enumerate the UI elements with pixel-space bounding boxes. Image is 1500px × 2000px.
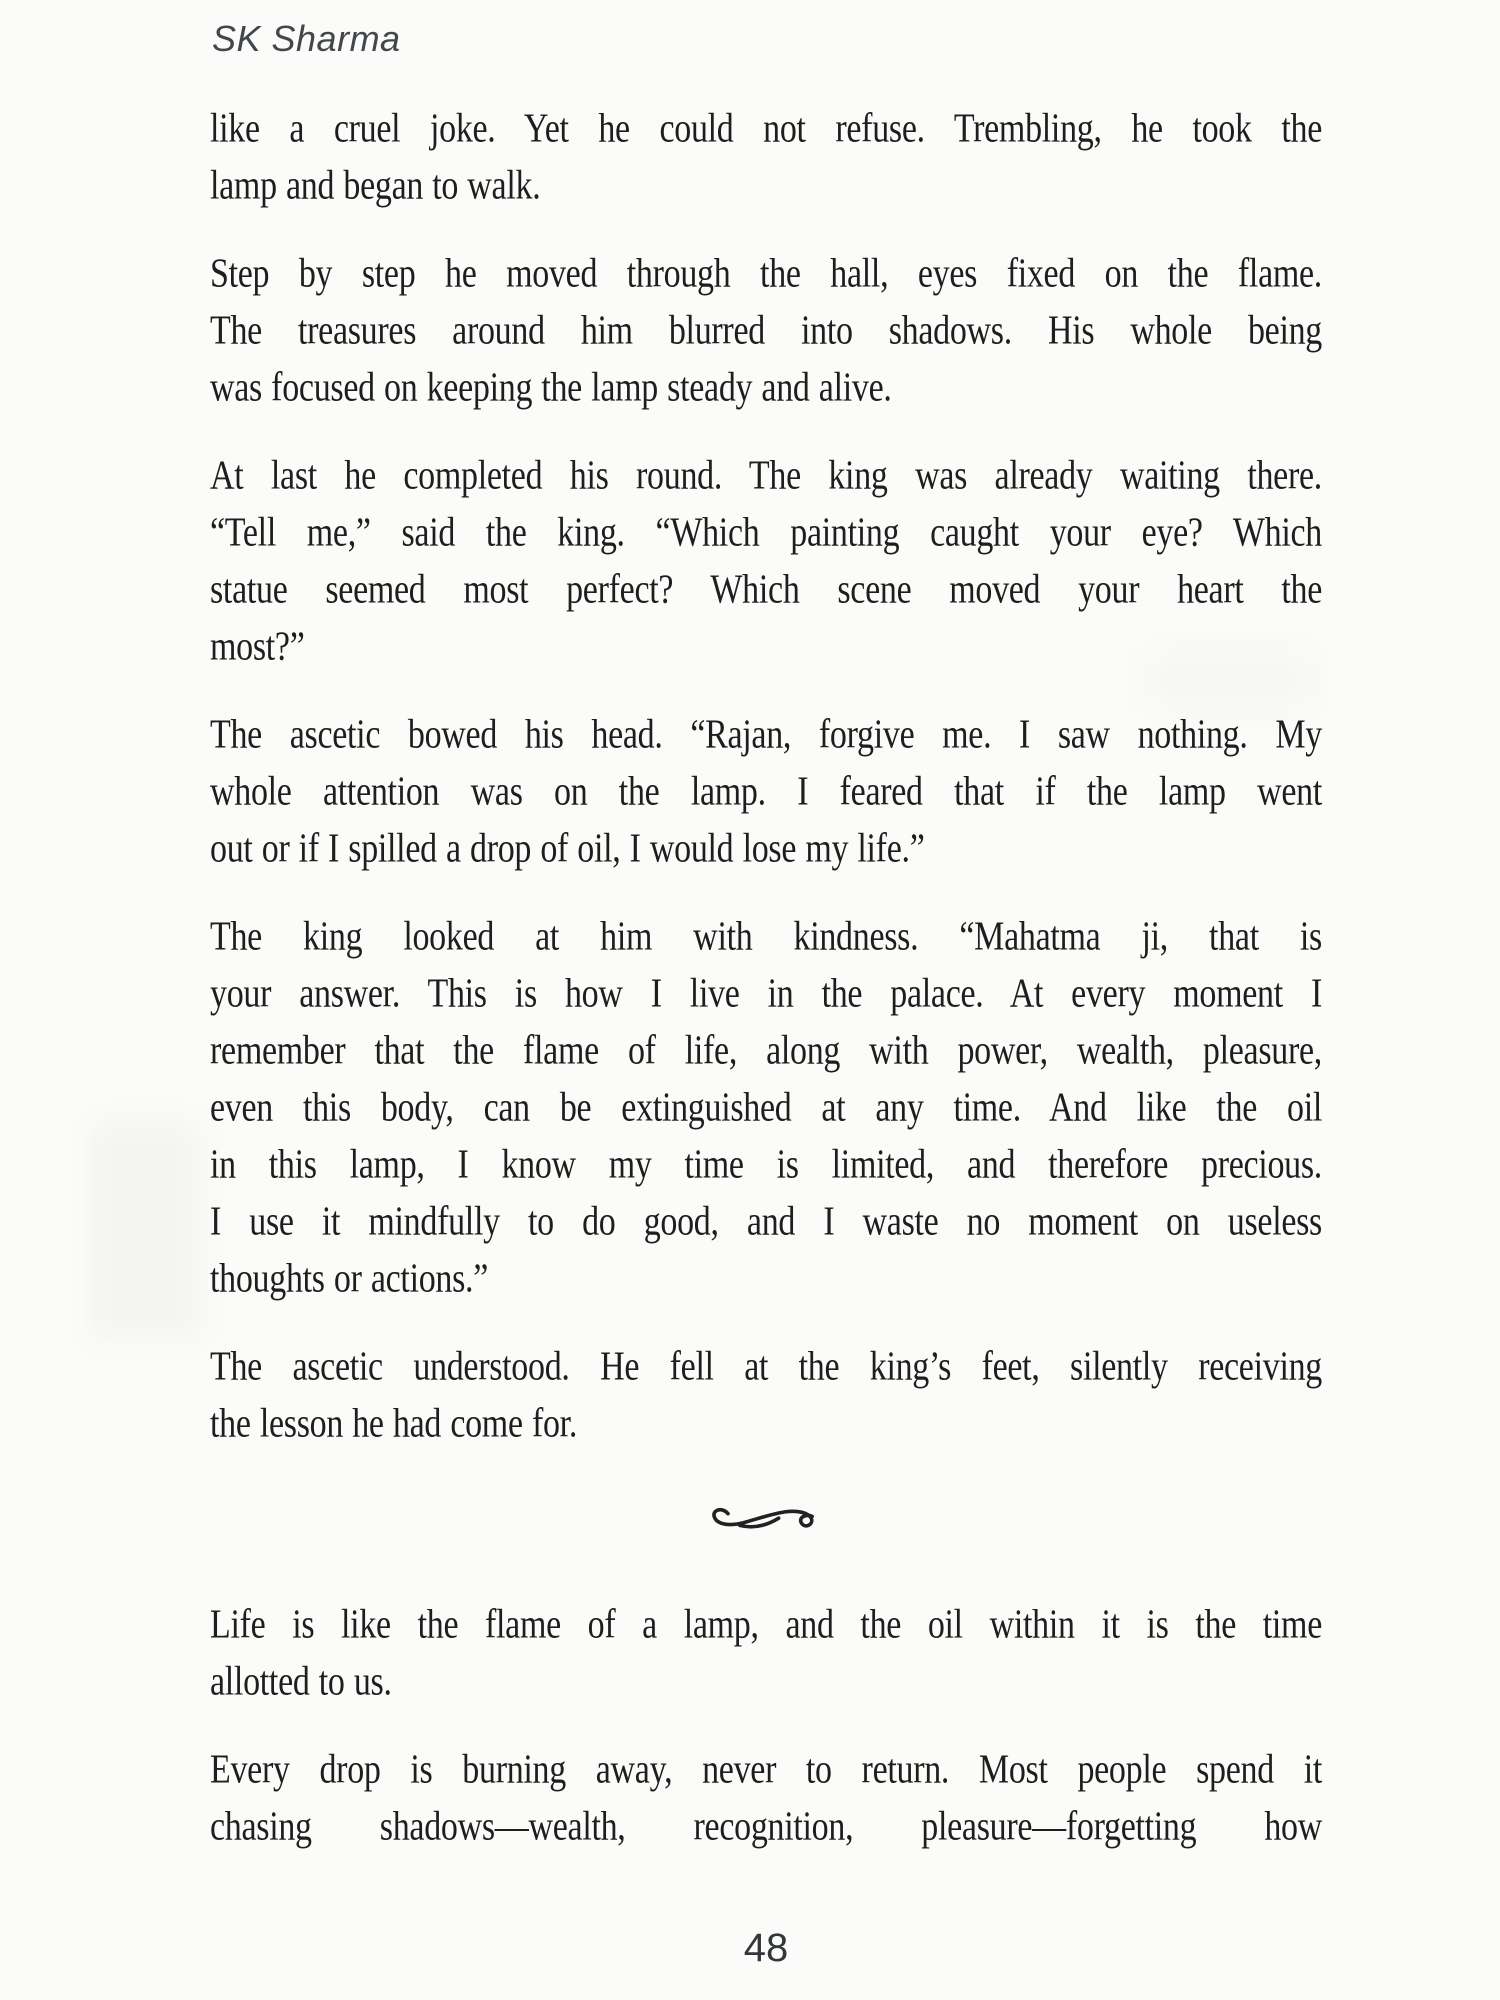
text-line: chasing shadows—wealth, recognition, pleasure—forgetting how (210, 1803, 1322, 1850)
story-section (210, 100, 1322, 1452)
body-paragraph (210, 447, 1322, 675)
text-line: Life is like the flame of a lamp, and the oil within it is the time (210, 1601, 1322, 1648)
text-line: remember that the flame of life, along with power, wealth, pleasure, (210, 1027, 1322, 1074)
body-paragraph (210, 1741, 1322, 1855)
body-paragraph (210, 908, 1322, 1307)
moral-section (210, 1596, 1322, 1855)
text-line: even this body, can be extinguished at any time. And like the oil (210, 1084, 1322, 1131)
text-line: your answer. This is how I live in the palace. At every moment I (210, 970, 1322, 1017)
body-paragraph (210, 245, 1322, 416)
text-line: whole attention was on the lamp. I feared that if the lamp went (210, 768, 1322, 815)
flourish-ornament-icon (707, 1501, 825, 1539)
text-line: The ascetic bowed his head. “Rajan, forgive me. I saw nothing. My (210, 711, 1322, 758)
text-line: was focused on keeping the lamp steady and alive. (210, 364, 892, 411)
text-line: At last he completed his round. The king was already waiting there. (210, 452, 1322, 499)
text-line: the lesson he had come for. (210, 1400, 578, 1447)
text-line: The treasures around him blurred into shadows. His whole being (210, 307, 1322, 354)
running-header: SK Sharma (212, 18, 401, 59)
body-paragraph (210, 1338, 1322, 1452)
text-line: The ascetic understood. He fell at the king’s feet, silently receiving (210, 1343, 1322, 1390)
text-line: like a cruel joke. Yet he could not refuse. Trembling, he took the (210, 105, 1322, 152)
text-line: in this lamp, I know my time is limited, and therefore precious. (210, 1141, 1322, 1188)
page-number: 48 (743, 1926, 789, 1970)
body-paragraph (210, 706, 1322, 877)
section-divider (210, 1500, 1322, 1540)
text-line: Step by step he moved through the hall, eyes fixed on the flame. (210, 250, 1322, 297)
text-line: lamp and began to walk. (210, 162, 541, 209)
text-line: Every drop is burning away, never to return. Most people spend it (210, 1746, 1322, 1793)
text-line: allotted to us. (210, 1658, 392, 1705)
text-line: “Tell me,” said the king. “Which painting caught your eye? Which (210, 509, 1322, 556)
text-line: statue seemed most perfect? Which scene moved your heart the (210, 566, 1322, 613)
body-paragraph (210, 1596, 1322, 1710)
text-line: most?” (210, 623, 305, 670)
text-line: I use it mindfully to do good, and I waste no moment on useless (210, 1198, 1322, 1245)
text-line: out or if I spilled a drop of oil, I would lose my life.” (210, 825, 925, 872)
body-paragraph (210, 100, 1322, 214)
page-body (210, 100, 1322, 1855)
text-line: thoughts or actions.” (210, 1255, 489, 1302)
text-line: The king looked at him with kindness. “Mahatma ji, that is (210, 913, 1322, 960)
